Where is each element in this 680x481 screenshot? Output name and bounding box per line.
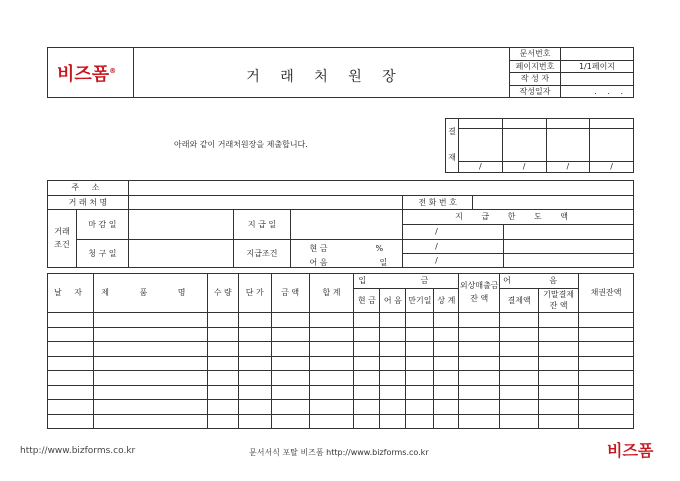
- limit-date-cell[interactable]: /: [403, 240, 504, 254]
- ledger-cell[interactable]: [93, 356, 207, 371]
- header-divider-left: [133, 47, 134, 98]
- ledger-cell[interactable]: [354, 342, 380, 357]
- ledger-cell[interactable]: [238, 371, 271, 386]
- col-deposit-cash: 현 금: [354, 289, 380, 313]
- ledger-cell[interactable]: [500, 342, 539, 357]
- address-label: 주 소: [48, 181, 129, 196]
- col-date: 날 자: [48, 274, 94, 313]
- ledger-cell[interactable]: [579, 356, 634, 371]
- table-row: [48, 371, 634, 386]
- ledger-cell[interactable]: [434, 356, 459, 371]
- approval-sign-cell[interactable]: [502, 129, 546, 162]
- approval-label-top: 결: [448, 127, 456, 137]
- ledger-cell[interactable]: [354, 356, 380, 371]
- ledger-cell[interactable]: [539, 327, 579, 342]
- footer-logo: 비즈폼: [607, 441, 654, 460]
- brand-logo: [57, 60, 116, 86]
- ledger-cell[interactable]: [434, 313, 459, 328]
- table-row: [48, 385, 634, 400]
- footer-center-text: 문서서식 포탈 비즈폼 http://www.bizforms.co.kr: [249, 448, 429, 457]
- meta-label: 페이지번호: [510, 61, 561, 73]
- payment-terms-value[interactable]: [291, 240, 403, 268]
- doc-meta-table: [509, 47, 634, 98]
- ledger-cell[interactable]: [238, 342, 271, 357]
- ledger-cell[interactable]: [380, 313, 406, 328]
- ledger-cell[interactable]: [459, 414, 500, 429]
- ledger-cell[interactable]: [579, 371, 634, 386]
- approval-title-cell[interactable]: [502, 119, 546, 129]
- col-unpaid: 외상매출금 잔 액: [459, 274, 500, 313]
- ledger-cell[interactable]: [380, 371, 406, 386]
- ledger-cell[interactable]: [354, 400, 380, 415]
- client-name-label: 거 래 처 명: [48, 196, 129, 210]
- col-bill-outstanding: 기말결제 잔 액: [539, 289, 579, 313]
- col-qty: 수 량: [207, 274, 238, 313]
- ledger-cell[interactable]: [354, 414, 380, 429]
- meta-value[interactable]: [561, 48, 634, 61]
- limit-amount-cell[interactable]: [504, 254, 634, 268]
- meta-value[interactable]: [561, 73, 634, 86]
- address-value[interactable]: [128, 181, 633, 196]
- table-row: [48, 400, 634, 415]
- ledger-cell[interactable]: [459, 400, 500, 415]
- ledger-cell[interactable]: [271, 400, 309, 415]
- ledger-cell[interactable]: [434, 400, 459, 415]
- trade-conditions-label: 거래 조건: [48, 210, 77, 268]
- ledger-cell[interactable]: [93, 414, 207, 429]
- ledger-cell[interactable]: [500, 371, 539, 386]
- ledger-cell[interactable]: [48, 327, 94, 342]
- payment-day-label: 지 급 일: [233, 210, 291, 240]
- ledger-cell[interactable]: [271, 385, 309, 400]
- ledger-cell[interactable]: [238, 400, 271, 415]
- meta-label: 작 성 자: [510, 73, 561, 86]
- ledger-cell[interactable]: [579, 342, 634, 357]
- client-name-value[interactable]: [128, 196, 402, 210]
- meta-value[interactable]: . . .: [561, 86, 634, 98]
- ledger-cell[interactable]: [380, 385, 406, 400]
- billing-day-label: 청 구 일: [76, 240, 128, 268]
- footer-url[interactable]: http://www.bizforms.co.kr: [20, 446, 136, 456]
- col-deposit-offset: 상 계: [434, 289, 459, 313]
- ledger-table: [47, 273, 634, 429]
- ledger-cell[interactable]: [380, 342, 406, 357]
- ledger-cell[interactable]: [48, 414, 94, 429]
- col-receivable: 채권잔액: [579, 274, 634, 313]
- ledger-cell[interactable]: [207, 385, 238, 400]
- closing-day-value[interactable]: [128, 210, 233, 240]
- approval-label-bottom: 재: [448, 152, 456, 162]
- ledger-cell[interactable]: [93, 327, 207, 342]
- ledger-cell[interactable]: [93, 400, 207, 415]
- approval-sign-cell[interactable]: [546, 129, 590, 162]
- ledger-cell[interactable]: [434, 371, 459, 386]
- ledger-cell[interactable]: [406, 371, 434, 386]
- billing-day-value[interactable]: [128, 240, 233, 268]
- client-info-table: [47, 180, 634, 268]
- ledger-cell[interactable]: [309, 356, 354, 371]
- ledger-cell[interactable]: [380, 327, 406, 342]
- ledger-cell[interactable]: [539, 313, 579, 328]
- ledger-cell[interactable]: [380, 356, 406, 371]
- ledger-cell[interactable]: [500, 356, 539, 371]
- bill-label: 어 음: [309, 258, 328, 267]
- ledger-cell[interactable]: [207, 371, 238, 386]
- ledger-cell[interactable]: [354, 327, 380, 342]
- ledger-cell[interactable]: [48, 400, 94, 415]
- ledger-cell[interactable]: [500, 414, 539, 429]
- ledger-cell[interactable]: [238, 327, 271, 342]
- col-deposit: 입 금: [354, 274, 459, 289]
- ledger-cell[interactable]: [500, 385, 539, 400]
- ledger-cell[interactable]: [93, 385, 207, 400]
- ledger-cell[interactable]: [500, 327, 539, 342]
- ledger-cell[interactable]: [579, 313, 634, 328]
- limit-amount-cell[interactable]: [504, 225, 634, 240]
- approval-date-cell[interactable]: /: [590, 162, 634, 173]
- ledger-cell[interactable]: [459, 313, 500, 328]
- table-row: [48, 356, 634, 371]
- meta-label: 작성일자: [510, 86, 561, 98]
- col-deposit-bill: 어 음: [380, 289, 406, 313]
- ledger-cell[interactable]: [434, 414, 459, 429]
- ledger-cell[interactable]: [309, 385, 354, 400]
- ledger-cell[interactable]: [309, 313, 354, 328]
- ledger-cell[interactable]: [579, 385, 634, 400]
- ledger-cell[interactable]: [354, 371, 380, 386]
- ledger-cell[interactable]: [539, 385, 579, 400]
- table-row: [48, 342, 634, 357]
- ledger-cell[interactable]: [271, 313, 309, 328]
- intro-text: 아래와 같이 거래처원장을 제출합니다.: [174, 140, 308, 149]
- approval-title-cell[interactable]: [546, 119, 590, 129]
- approval-title-cell[interactable]: [590, 119, 634, 129]
- payment-limit-label: 지 급 한 도 액: [403, 210, 634, 225]
- ledger-cell[interactable]: [406, 356, 434, 371]
- col-deposit-due: 만기일: [406, 289, 434, 313]
- ledger-cell[interactable]: [207, 414, 238, 429]
- ledger-cell[interactable]: [93, 313, 207, 328]
- table-row: [48, 313, 634, 328]
- ledger-cell[interactable]: [48, 342, 94, 357]
- ledger-cell[interactable]: [539, 342, 579, 357]
- cash-label: 현 금: [309, 244, 328, 253]
- ledger-cell[interactable]: [271, 342, 309, 357]
- limit-amount-cell[interactable]: [504, 240, 634, 254]
- ledger-cell[interactable]: [406, 400, 434, 415]
- payment-terms-label: 지급조건: [233, 240, 291, 268]
- table-row: [48, 327, 634, 342]
- ledger-cell[interactable]: [579, 400, 634, 415]
- ledger-cell[interactable]: [271, 356, 309, 371]
- closing-day-label: 마 감 일: [76, 210, 128, 240]
- approval-sign-cell[interactable]: [590, 129, 634, 162]
- ledger-cell[interactable]: [459, 385, 500, 400]
- ledger-cell[interactable]: [238, 414, 271, 429]
- ledger-cell[interactable]: [539, 414, 579, 429]
- approval-title-cell[interactable]: [459, 119, 503, 129]
- registered-mark: ®: [109, 67, 117, 75]
- col-unit-price: 단 가: [238, 274, 271, 313]
- ledger-cell[interactable]: [93, 371, 207, 386]
- ledger-cell[interactable]: [406, 327, 434, 342]
- meta-value[interactable]: 1/1페이지: [561, 61, 634, 73]
- phone-label: 전 화 번 호: [403, 196, 473, 210]
- ledger-cell[interactable]: [207, 327, 238, 342]
- ledger-cell[interactable]: [207, 342, 238, 357]
- ledger-cell[interactable]: [380, 400, 406, 415]
- ledger-cell[interactable]: [434, 385, 459, 400]
- ledger-cell[interactable]: [459, 371, 500, 386]
- ledger-cell[interactable]: [354, 313, 380, 328]
- approval-date-cell[interactable]: /: [502, 162, 546, 173]
- ledger-cell[interactable]: [207, 313, 238, 328]
- page-title: 거 래 처 원 장: [246, 69, 404, 85]
- col-amount: 금 액: [271, 274, 309, 313]
- col-total: 합 계: [309, 274, 354, 313]
- percent-label: %: [375, 244, 384, 253]
- ledger-cell[interactable]: [309, 327, 354, 342]
- ledger-cell[interactable]: [309, 342, 354, 357]
- meta-label: 문서번호: [510, 48, 561, 61]
- ledger-cell[interactable]: [271, 414, 309, 429]
- ledger-cell[interactable]: [309, 414, 354, 429]
- ledger-cell[interactable]: [406, 414, 434, 429]
- col-bill-group: 어 음: [500, 274, 579, 289]
- ledger-cell[interactable]: [238, 385, 271, 400]
- ledger-cell[interactable]: [48, 356, 94, 371]
- ledger-cell[interactable]: [459, 342, 500, 357]
- approval-date-cell[interactable]: /: [459, 162, 503, 173]
- ledger-cell[interactable]: [309, 400, 354, 415]
- limit-date-cell[interactable]: /: [403, 225, 504, 240]
- ledger-cell[interactable]: [434, 342, 459, 357]
- ledger-cell[interactable]: [238, 313, 271, 328]
- ledger-cell[interactable]: [271, 327, 309, 342]
- ledger-cell[interactable]: [238, 356, 271, 371]
- ledger-cell[interactable]: [354, 385, 380, 400]
- ledger-cell[interactable]: [579, 327, 634, 342]
- payment-day-value[interactable]: [291, 210, 403, 240]
- ledger-cell[interactable]: [579, 414, 634, 429]
- approval-label: [446, 119, 459, 173]
- limit-date-cell[interactable]: /: [403, 254, 504, 268]
- ledger-cell[interactable]: [539, 356, 579, 371]
- table-row: [48, 414, 634, 429]
- ledger-cell[interactable]: [207, 400, 238, 415]
- approval-sign-cell[interactable]: [459, 129, 503, 162]
- approval-table: [445, 118, 634, 173]
- ledger-cell[interactable]: [93, 342, 207, 357]
- ledger-cell[interactable]: [500, 313, 539, 328]
- phone-value[interactable]: [473, 196, 634, 210]
- brand-logo-text: 비즈폼: [57, 64, 110, 85]
- ledger-cell[interactable]: [48, 385, 94, 400]
- ledger-cell[interactable]: [459, 327, 500, 342]
- ledger-cell[interactable]: [406, 342, 434, 357]
- ledger-cell[interactable]: [48, 313, 94, 328]
- ledger-cell[interactable]: [434, 327, 459, 342]
- ledger-cell[interactable]: [207, 356, 238, 371]
- ledger-cell[interactable]: [539, 400, 579, 415]
- ledger-cell[interactable]: [500, 400, 539, 415]
- ledger-cell[interactable]: [48, 371, 94, 386]
- ledger-cell[interactable]: [309, 371, 354, 386]
- ledger-cell[interactable]: [406, 313, 434, 328]
- bill-day-label: 일: [379, 258, 388, 267]
- col-bill-settled: 결제액: [500, 289, 539, 313]
- ledger-cell[interactable]: [459, 356, 500, 371]
- ledger-cell[interactable]: [406, 385, 434, 400]
- ledger-cell[interactable]: [271, 371, 309, 386]
- approval-date-cell[interactable]: /: [546, 162, 590, 173]
- ledger-cell[interactable]: [380, 414, 406, 429]
- ledger-cell[interactable]: [539, 371, 579, 386]
- col-product: 제 품 명: [93, 274, 207, 313]
